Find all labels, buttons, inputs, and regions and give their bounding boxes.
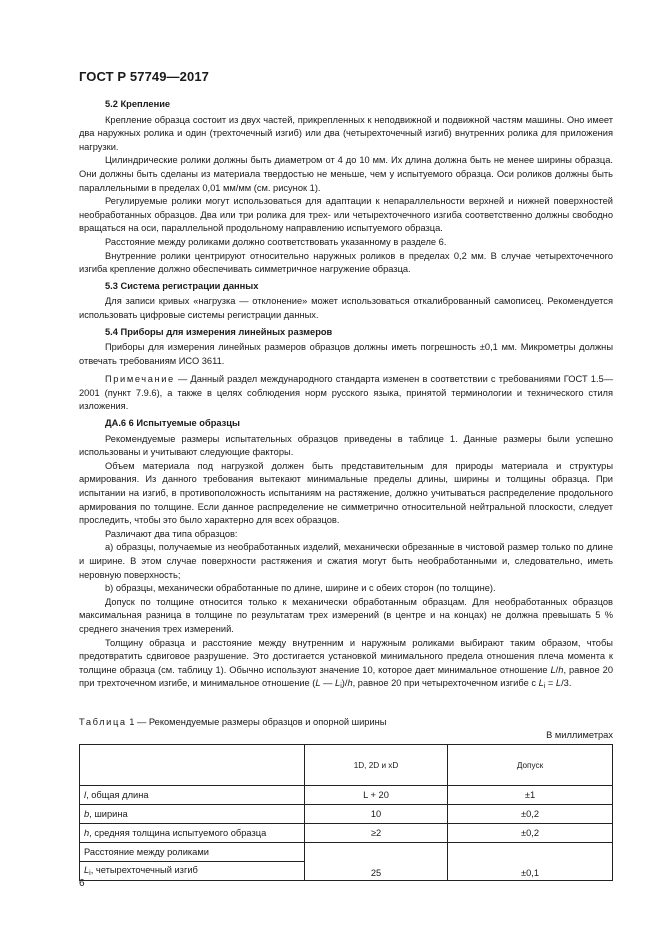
paragraph: Приборы для измерения линейных размеров образцов должны иметь погрешность ±0,1 мм. Микрометры должны отвечать требованиям ИСО 3611. — [79, 342, 613, 366]
note-paragraph — [79, 373, 613, 414]
table-caption — [79, 717, 386, 727]
dimensions-table — [79, 744, 613, 881]
paragraph: Допуск по толщине относится только к механически обработанным образцам. Для необработанных образцов максимальная разница в толщине по результатам трех измерений (в центре и на концах) не должна превышать 5 % среднего значения трех измерений. — [79, 596, 613, 634]
param-cell: l, общая длина — [80, 786, 305, 805]
value-cell: 25 — [305, 843, 448, 881]
paragraph: Для записи кривых «нагрузка — отклонение» может использоваться откалиброванный самописец. Рекомендуется использовать цифровые системы регистрации данных. — [79, 296, 613, 320]
note-text: — Данный раздел международного стандарта изменен в соответствии с требованиями ГОСТ 1.5—2001 (пункт 7.9.6), а также в целях соблюдения норм русского языка, принятой терминологии и технического стиля изложения. — [79, 374, 613, 412]
group-label-cell: Расстояние между роликами — [80, 843, 305, 862]
paragraph-ratio: Толщину образца и расстояние между внутренним и наружным роликами выбирают таким образом, чтобы предотвратить сдвиговое разрушение. Это достигается установкой минимального предела отношения плеча момента к толщине образца (см. таблицу 1). Обычно используют значение 10, которое дает минимальное отношение L/h, равное 20 при трехточечном изгибе, и минимальное отношение (L — $L_i)/h$, равное 20 при четырехточечном изгибе с $L_i = L/3$. — [79, 637, 613, 691]
paragraph: Различают два типа образцов: — [105, 528, 238, 539]
param-cell: b, ширина — [80, 805, 305, 824]
value-cell: L + 20 — [305, 786, 448, 805]
paragraph: Расстояние между роликами должно соответствовать указанному в разделе 6. — [105, 236, 447, 247]
paragraph: Внутренние ролики центрируют относительно наружных роликов в пределах 0,2 мм. В случае четырехточечного изгиба крепление должно обеспечивать симметричное нагружение образца. — [79, 250, 613, 275]
paragraph: Крепление образца состоит из двух частей, прикрепленных к неподвижной и подвижной частям машины. Оно имеет два наружных ролика и один (трехточечный изгиб) или два (четырехточечный изгиб) внутренних ролика для приложения нагрузки. — [79, 114, 613, 152]
header-cell — [80, 745, 305, 786]
header-cell: Допуск — [448, 745, 613, 786]
table-caption-text: 1 — Рекомендуемые размеры образцов и опорной ширины — [126, 717, 387, 727]
table-units: В миллиметрах — [546, 730, 613, 740]
table-row — [80, 786, 613, 805]
section-da-6-title: ДА.6 6 Испытуемые образцы — [105, 418, 240, 429]
list-item: b) образцы, механически обработанные по длине, ширине и с обеих сторон (по толщине). — [105, 583, 496, 594]
tolerance-cell: ±1 — [448, 786, 613, 805]
value-cell: ≥2 — [305, 824, 448, 843]
standard-header: ГОСТ Р 57749—2017 — [79, 69, 209, 84]
tolerance-cell: ±0,2 — [448, 824, 613, 843]
param-cell: $L_i$, четырехточечный изгиб — [80, 862, 305, 881]
tolerance-cell: ±0,1 — [448, 843, 613, 881]
paragraph: Цилиндрические ролики должны быть диаметром от 4 до 10 мм. Их длина должна быть не менее ширины образца. Они должны быть сделаны из материала твердостью не меньше, чем у испытуемого образца. Оси роликов должны быть параллельными в пределах 0,01 мм/мм (см. рисунок 1). — [79, 155, 613, 193]
header-cell: 1D, 2D и xD — [305, 745, 448, 786]
note-label: Примечание — [105, 374, 175, 385]
table-row — [80, 805, 613, 824]
paragraph: Регулируемые ролики могут использоваться для адаптации к непараллельности верхней и нижней поверхностей необработанных образцов. Два или три ролика для трех- или четырехточечного изгиба соответственно должны свободно вращаться на оси, параллельной продольному направлению испытуемого образца. — [79, 196, 613, 234]
paragraph: Рекомендуемые размеры испытательных образцов приведены в таблице 1. Данные размеры были успешно использованы и учитывают следующие факторы. — [79, 433, 613, 458]
section-5-3-title: 5.3 Система регистрации данных — [105, 280, 259, 291]
param-cell: h, средняя толщина испытуемого образца — [80, 824, 305, 843]
section-5-4-title: 5.4 Приборы для измерения линейных размеров — [105, 326, 333, 337]
section-5-2-title: 5.2 Крепление — [105, 99, 171, 109]
table-row — [80, 824, 613, 843]
table-caption-label: Таблица — [79, 717, 127, 727]
list-item: а) образцы, получаемые из необработанных изделий, механически обрезанные в чистовой размер только по длине и ширине. В этом случае поверхности растяжения и сжатия могут быть необработанными и, следовательно, иметь неровную поверхность; — [79, 542, 613, 580]
value-cell: 10 — [305, 805, 448, 824]
page-number: 6 — [79, 878, 85, 889]
document-body — [79, 95, 613, 694]
tolerance-cell: ±0,2 — [448, 805, 613, 824]
table-header-row — [80, 745, 613, 786]
paragraph: Объем материала под нагрузкой должен быть представительным для природы материала и структуры армирования. Из данного требования вытекают минимальные пределы длины, ширины и толщины образца. При испытании на изгиб, в противоположность испытаниям на растяжение, должно учитываться распределение продольного армирования по толщине. Если данное распределение не симметрично относительной нейтральной плоскости, следует проследить, чтобы это было характерно для всех образцов. — [79, 460, 613, 526]
table-row — [80, 843, 613, 862]
